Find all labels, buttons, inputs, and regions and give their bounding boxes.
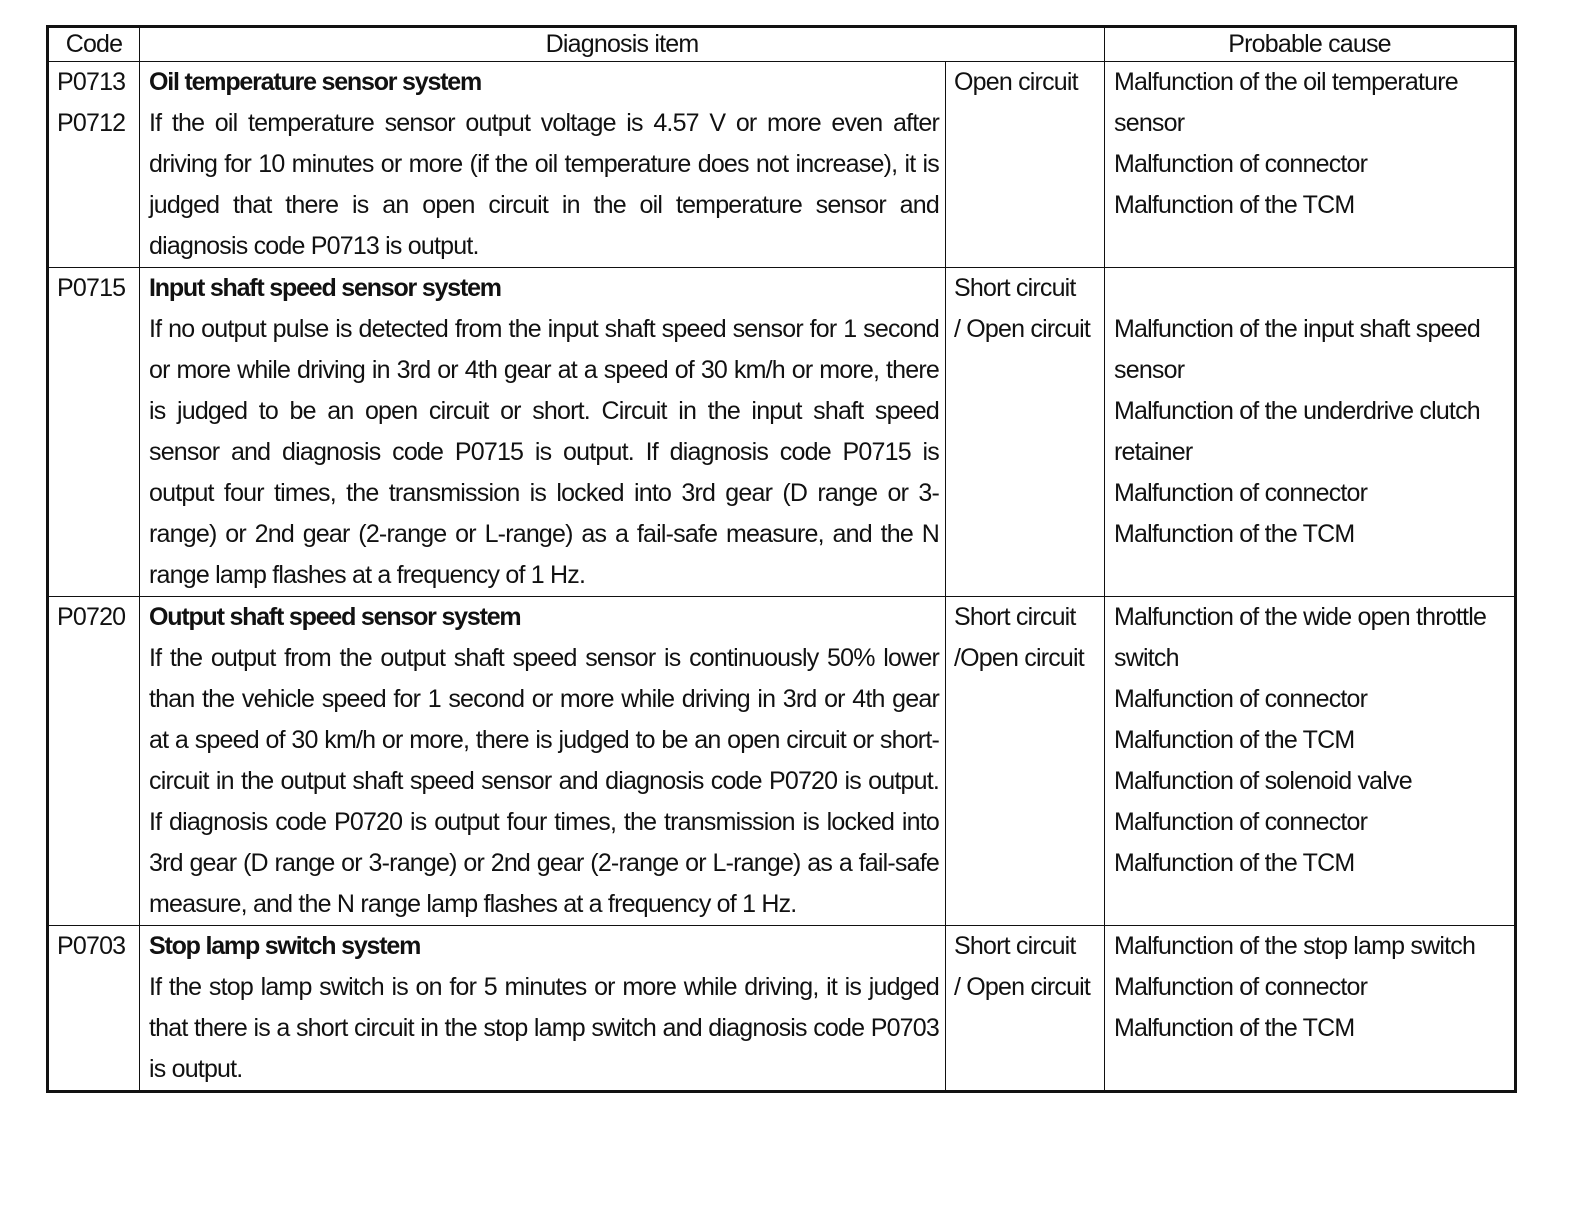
diagnosis-description: If no output pulse is detected from the input shaft speed sensor for 1 second or more while driving in 3rd or 4th gear at a speed of 30 km/h or more, there is judged to be an open circuit or short. Circuit in the input shaft speed sensor and diagnosis code P0715 is output. If diagnosis code P0715 is output four times, the transmission is locked into 3rd gear (D range or 3-range) or 2nd gear (2-range or L-range) as a fail-safe measure, and the N range lamp flashes at a frequency of 1 Hz. — [149, 315, 939, 589]
probable-cause: Malfunction of the TCM — [1114, 726, 1355, 754]
diagnosis-cell — [140, 62, 946, 268]
circuit-type-cell — [946, 926, 1105, 1092]
code-cell — [48, 597, 140, 926]
diagnosis-title: Input shaft speed sensor system — [149, 274, 501, 302]
code-value: P0715 — [57, 274, 126, 302]
diagnosis-description: If the oil temperature sensor output voltage is 4.57 V or more even after driving for 10 minutes or more (if the oil temperature does not increase), it is judged that there is an open circuit in the oil temperature sensor and diagnosis code P0713 is output. — [149, 109, 939, 260]
probable-cause-cell — [1105, 597, 1516, 926]
circuit-type: / Open circuit — [954, 973, 1091, 1001]
probable-cause: Malfunction of connector — [1114, 973, 1368, 1001]
probable-cause: Malfunction of the stop lamp switch — [1114, 932, 1476, 960]
probable-cause: Malfunction of the underdrive clutch retainer — [1114, 397, 1480, 466]
circuit-type: Short circuit — [954, 274, 1076, 302]
header-probable-cause: Probable cause — [1105, 27, 1516, 62]
circuit-type: Short circuit — [954, 603, 1076, 631]
probable-cause: Malfunction of the oil temperature sensor — [1114, 68, 1458, 137]
table-row — [48, 62, 1516, 268]
probable-cause-cell — [1105, 62, 1516, 268]
circuit-type-cell — [946, 597, 1105, 926]
header-diagnosis-item: Diagnosis item — [140, 27, 1105, 62]
header-row — [48, 27, 1516, 62]
circuit-type: / Open circuit — [954, 315, 1091, 343]
header-code: Code — [48, 27, 140, 62]
code-cell — [48, 926, 140, 1092]
table-row — [48, 268, 1516, 597]
probable-cause-cell — [1105, 926, 1516, 1092]
probable-cause: Malfunction of the TCM — [1114, 520, 1355, 548]
table-row — [48, 597, 1516, 926]
code-cell — [48, 268, 140, 597]
diagnosis-description: If the output from the output shaft speed sensor is continuously 50% lower than the vehicle speed for 1 second or more while driving in 3rd or 4th gear at a speed of 30 km/h or more, there is judged to be an open circuit or short-circuit in the output shaft speed sensor and diagnosis code P0720 is output. If diagnosis code P0720 is output four times, the transmission is locked into 3rd gear (D range or 3-range) or 2nd gear (2-range or L-range) as a fail-safe measure, and the N range lamp flashes at a frequency of 1 Hz. — [149, 644, 939, 918]
code-value: P0713 — [57, 68, 126, 96]
probable-cause: Malfunction of connector — [1114, 685, 1368, 713]
probable-cause: Malfunction of the wide open throttle switch — [1114, 603, 1487, 672]
probable-cause-cell — [1105, 268, 1516, 597]
circuit-type: Short circuit — [954, 932, 1076, 960]
diagnosis-cell — [140, 597, 946, 926]
probable-cause: Malfunction of connector — [1114, 479, 1368, 507]
probable-cause-spacer — [1114, 268, 1508, 309]
diagnosis-cell — [140, 268, 946, 597]
circuit-type: /Open circuit — [954, 644, 1084, 672]
probable-cause: Malfunction of the TCM — [1114, 191, 1355, 219]
circuit-type-cell — [946, 62, 1105, 268]
diagnosis-description: If the stop lamp switch is on for 5 minutes or more while driving, it is judged that there is a short circuit in the stop lamp switch and diagnosis code P0703 is output. — [149, 973, 939, 1083]
code-value: P0712 — [57, 109, 126, 137]
code-value: P0703 — [57, 932, 126, 960]
probable-cause: Malfunction of the input shaft speed sensor — [1114, 315, 1480, 384]
circuit-type: Open circuit — [954, 68, 1078, 96]
diagnosis-title: Oil temperature sensor system — [149, 68, 482, 96]
probable-cause: Malfunction of the TCM — [1114, 849, 1355, 877]
diagnosis-title: Output shaft speed sensor system — [149, 603, 521, 631]
code-value: P0720 — [57, 603, 126, 631]
diagnosis-title: Stop lamp switch system — [149, 932, 421, 960]
probable-cause: Malfunction of connector — [1114, 808, 1368, 836]
probable-cause: Malfunction of solenoid valve — [1114, 767, 1412, 795]
diagnosis-cell — [140, 926, 946, 1092]
code-cell — [48, 62, 140, 268]
probable-cause: Malfunction of the TCM — [1114, 1014, 1355, 1042]
diagnosis-table — [46, 25, 1517, 1093]
circuit-type-cell — [946, 268, 1105, 597]
table-row — [48, 926, 1516, 1092]
probable-cause: Malfunction of connector — [1114, 150, 1368, 178]
